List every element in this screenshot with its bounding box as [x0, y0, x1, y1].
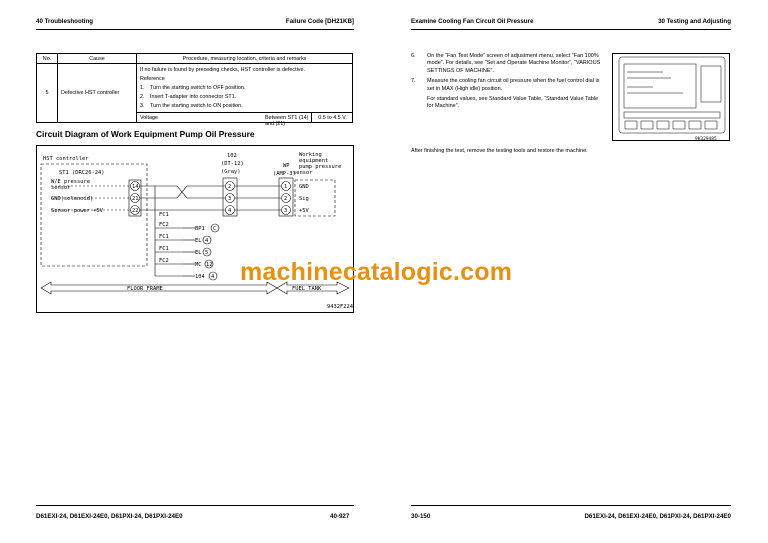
finish-instruction: After finishing the test, remove the testing tools and restore the machine.: [411, 148, 588, 154]
left-header-rule: [36, 29, 354, 30]
watermark: machinecatalogic.com: [240, 258, 513, 286]
right-footer-page: 30-150: [411, 513, 431, 520]
el-label-2: EL: [195, 250, 202, 256]
right-header-chapter: 30 Testing and Adjusting: [658, 18, 731, 25]
hst-label: HST controller: [43, 156, 89, 162]
monitor-screen: [624, 64, 696, 108]
gnd-solenoid-label: GND(solenoid): [51, 196, 94, 202]
circuit-diagram-svg: [37, 146, 355, 314]
step-text: Insert T-adapter into connector ST1.: [150, 93, 237, 100]
fc1-label: FC1: [159, 212, 169, 218]
mc-label: MC: [195, 262, 202, 268]
right-footer-models: D61EXI-24, D61EXI-24E0, D61PXI-24, D61PXI-24E0: [584, 513, 731, 520]
function-button-f6: [705, 121, 717, 129]
col-cause-header: Cause: [58, 54, 137, 64]
function-button-f1: [625, 121, 637, 129]
function-button-f4: [673, 121, 685, 129]
procedure-intro: If no failure is found by preceding checks, HST controller is defective.: [140, 66, 305, 73]
function-button-f3: [657, 121, 669, 129]
row-number: 5: [37, 64, 58, 123]
procedure-step-2: [140, 93, 349, 102]
connector-dt12-label: (DT-12): [221, 161, 244, 167]
procedure-step-1: [140, 84, 349, 93]
left-header-section: 40 Troubleshooting: [36, 18, 94, 25]
function-button-f5: [689, 121, 701, 129]
procedure-cell: [137, 64, 353, 113]
st1-label: ST1 (DRC26-24): [59, 170, 105, 176]
procedure-steps: [411, 53, 606, 111]
amp3-label: (AMP-3): [273, 171, 296, 177]
standard-values-note: For standard values, see Standard Value Table, “Standard Value Table for Machine”.: [427, 96, 599, 110]
procedure-step-3: [140, 102, 349, 111]
sensor-name-2: equipment: [299, 158, 329, 164]
gnd-label: GND: [299, 184, 309, 190]
pressure-sensor-label: W/E pressure: [51, 179, 90, 185]
pin-wp3-label: 3: [284, 208, 288, 214]
procedure-step-6: [411, 53, 606, 75]
monitor-frame: [619, 57, 725, 133]
el-label: EL: [195, 238, 202, 244]
pin-14-label: 14: [132, 184, 139, 190]
fc2-label: FC2: [159, 222, 169, 228]
function-button-f2: [641, 121, 653, 129]
voltage-between: Between ST1 (14) and (21): [265, 114, 309, 127]
monitor-svg: [613, 54, 731, 142]
sensor-name-4: sensor: [293, 170, 313, 176]
left-footer-page: 40-927: [330, 513, 350, 520]
fuel-tank-label: FUEL TANK: [292, 286, 322, 292]
sig-label: Sig: [299, 196, 309, 202]
fc2-label-2: FC2: [159, 258, 169, 264]
wire: [140, 186, 225, 198]
monitor-figure-code: 9K329485: [695, 137, 717, 142]
row-cause: Defective HST controller: [58, 64, 137, 123]
pin-wp2-label: 2: [284, 196, 288, 202]
el5-pin-label: 5: [205, 250, 209, 256]
step-number: 1.: [140, 84, 145, 91]
step-number: 7.: [411, 78, 416, 85]
sensor-name-1: Working: [299, 152, 322, 158]
plus5v-label: +5V: [299, 208, 309, 214]
table-row: [37, 64, 353, 113]
col-no-header: No.: [37, 54, 58, 64]
monitor-side-panel: [701, 66, 721, 102]
circuit-diagram: [36, 145, 354, 313]
pin-21-label: 21: [132, 196, 139, 202]
pin-4-label: 4: [228, 208, 232, 214]
machine-monitor-illustration: [612, 53, 730, 141]
right-header-section: Examine Cooling Fan Circuit Oil Pressure: [411, 18, 534, 25]
bp1-label: BP1: [195, 226, 205, 232]
voltage-range: 0.5 to 4.5 V: [312, 113, 353, 123]
monitor-icon-row: [624, 112, 720, 118]
step-number: 2.: [140, 93, 145, 100]
step-number: 3.: [140, 102, 145, 109]
step-text: Turn the starting switch to OFF position.: [150, 84, 246, 91]
step-text: Turn the starting switch to ON position.: [150, 102, 243, 109]
fc1-label-3: FC1: [159, 246, 169, 252]
wire: [140, 186, 225, 198]
step-number: 6.: [411, 53, 416, 59]
voltage-label: [137, 113, 312, 127]
fc1-label-2: FC1: [159, 234, 169, 240]
wp-label: WP: [283, 163, 290, 169]
mc12-pin-label: 12: [206, 262, 213, 268]
connector-102-label: 102: [227, 153, 237, 159]
connector-gray-label: (Gray): [221, 169, 241, 175]
pin-2-label: 2: [228, 184, 232, 190]
pressure-sensor-label-2: sensor: [51, 185, 71, 191]
cause-table: [36, 53, 353, 127]
circuit-diagram-title: Circuit Diagram of Work Equipment Pump Oil Pressure: [36, 129, 255, 139]
procedure-reference: Reference: [140, 75, 165, 82]
diagram-code: 9432F224: [327, 304, 353, 310]
left-footer-models: D61EXI-24, D61EXI-24E0, D61PXI-24, D61PXI-24E0: [36, 513, 183, 520]
step-text: Measure the cooling fan circuit oil pressure when the fuel control dial is set in MAX (High idle) position.: [427, 78, 600, 92]
pin-wp1-label: 1: [284, 184, 288, 190]
col-procedure-header: Procedure, measuring location, criteria and remarks: [137, 54, 353, 64]
left-header-failure-code: Failure Code [DH21KB]: [285, 18, 354, 25]
el4-pin-label: 4: [205, 238, 209, 244]
sensor-power-label: Sensor power +5V: [51, 208, 103, 214]
sensor-name-3: pump pressure: [299, 164, 342, 170]
step-text: On the “Fan Test Mode” screen of adjustment menu, select “Fan 100% mode”. For details, see “Set and Operate Machine Monitor”, “VARIOUS SETTINGS OF MACHINE”.: [427, 53, 601, 74]
bp1-pin-label: C: [213, 226, 217, 232]
table-header-row: [37, 54, 353, 64]
floor-frame-label: FLOOR FRAME: [127, 286, 163, 292]
pin-3-label: 3: [228, 196, 232, 202]
c104-label: 104: [195, 274, 205, 280]
right-header-rule: [411, 29, 731, 30]
c104-pin-label: 4: [211, 274, 215, 280]
procedure-step-7: [411, 78, 606, 93]
right-footer-rule: [411, 505, 731, 506]
voltage-label-text: Voltage: [140, 114, 158, 121]
left-footer-rule: [36, 505, 354, 506]
pin-22-label: 22: [132, 208, 139, 214]
